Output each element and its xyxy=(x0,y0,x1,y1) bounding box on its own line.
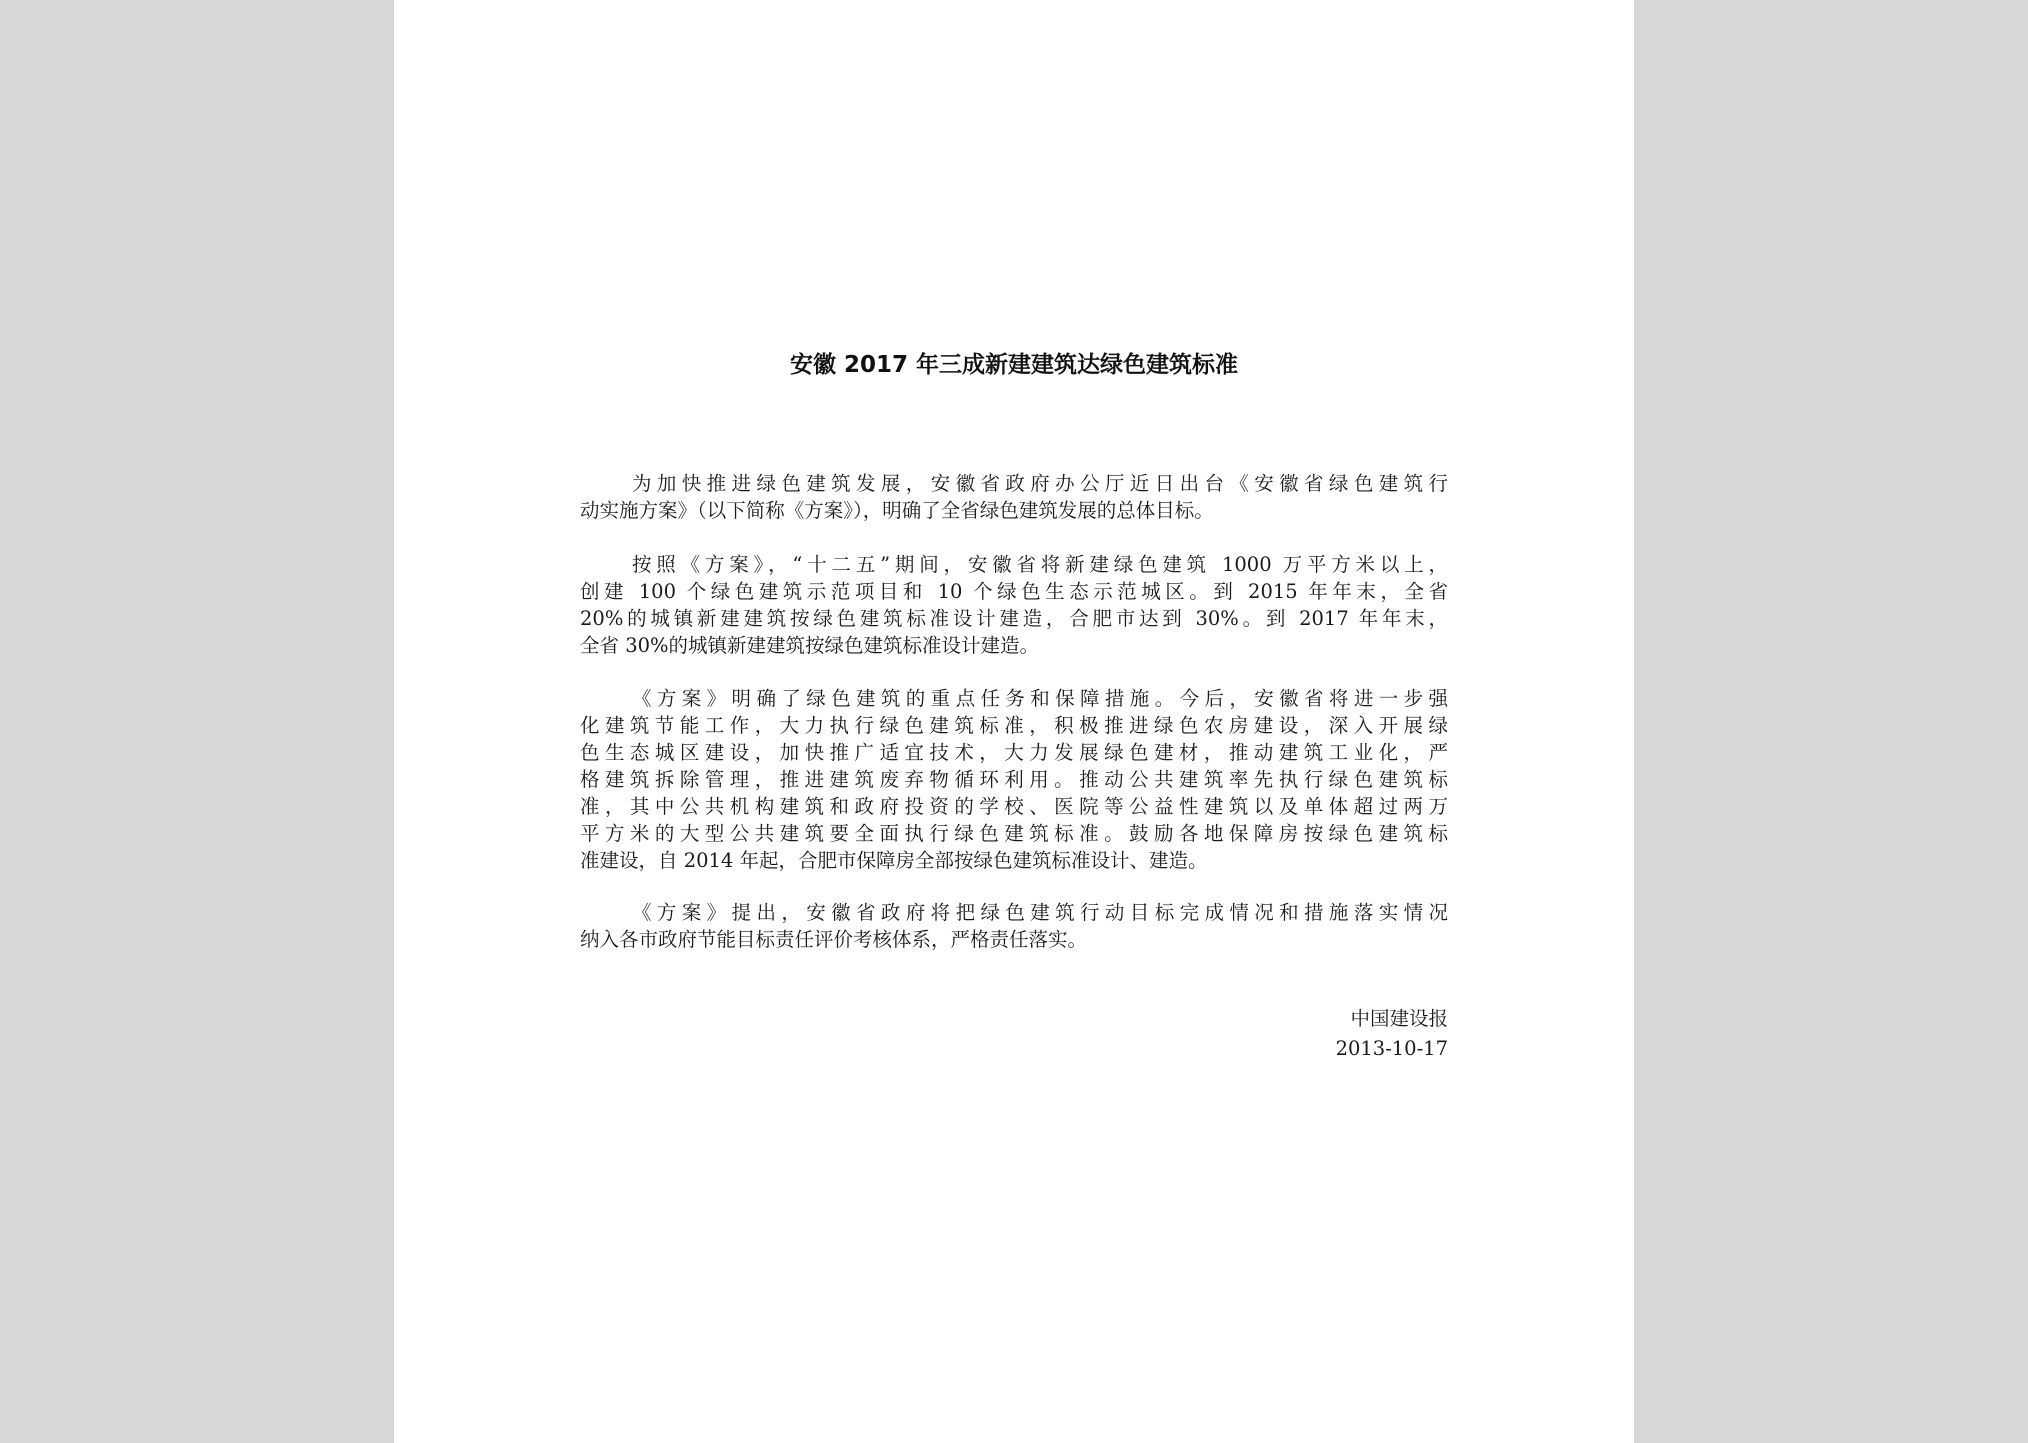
paragraph-targets xyxy=(580,551,1448,659)
paragraph-intro xyxy=(580,470,1448,524)
paragraph-measures xyxy=(580,685,1448,874)
paragraph-line: 动实施方案》（以下简称《方案》），明确了全省绿色建筑发展的总体目标。 xyxy=(580,499,1214,522)
paragraph-line: 全省 30%的城镇新建建筑按绿色建筑标准设计建造。 xyxy=(580,634,1040,657)
paragraph-line: 《方案》提出，安徽省政府将把绿色建筑行动目标完成情况和措施落实情况 xyxy=(632,901,1448,924)
paragraph-line: 格建筑拆除管理，推进建筑废弃物循环利用。推动公共建筑率先执行绿色建筑标 xyxy=(580,768,1448,791)
source-name: 中国建设报 xyxy=(1350,1007,1448,1030)
paragraph-line: 20%的城镇新建建筑按绿色建筑标准设计建造，合肥市达到 30%。到 2017 年年末， xyxy=(580,607,1448,630)
paragraph-line: 纳入各市政府节能目标责任评价考核体系，严格责任落实。 xyxy=(580,928,1088,951)
paragraph-line: 创建 100 个绿色建筑示范项目和 10 个绿色生态示范城区。到 2015 年年末，全省 xyxy=(580,580,1448,603)
document-title: 安徽 2017 年三成新建建筑达绿色建筑标准 xyxy=(789,352,1239,378)
paragraph-line: 《方案》明确了绿色建筑的重点任务和保障措施。今后，安徽省将进一步强 xyxy=(632,687,1448,710)
paragraph-line: 平方米的大型公共建筑要全面执行绿色建筑标准。鼓励各地保障房按绿色建筑标 xyxy=(580,822,1448,845)
paragraph-line: 化建筑节能工作，大力执行绿色建筑标准，积极推进绿色农房建设，深入开展绿 xyxy=(580,714,1448,737)
paragraph-line: 为加快推进绿色建筑发展，安徽省政府办公厅近日出台《安徽省绿色建筑行 xyxy=(632,472,1448,495)
signature-block xyxy=(1336,1004,1448,1064)
publish-date: 2013-10-17 xyxy=(1335,1037,1448,1060)
paragraph-line: 准，其中公共机构建筑和政府投资的学校、医院等公益性建筑以及单体超过两万 xyxy=(580,795,1448,818)
paragraph-accountability xyxy=(580,899,1448,953)
paragraph-line: 准建设，自 2014 年起，合肥市保障房全部按绿色建筑标准设计、建造。 xyxy=(580,849,1208,872)
paragraph-line: 按照《方案》，“十二五”期间，安徽省将新建绿色建筑 1000 万平方米以上， xyxy=(632,553,1448,576)
paragraph-line: 色生态城区建设，加快推广适宜技术，大力发展绿色建材，推动建筑工业化，严 xyxy=(580,741,1448,764)
document-page xyxy=(394,0,1634,1443)
